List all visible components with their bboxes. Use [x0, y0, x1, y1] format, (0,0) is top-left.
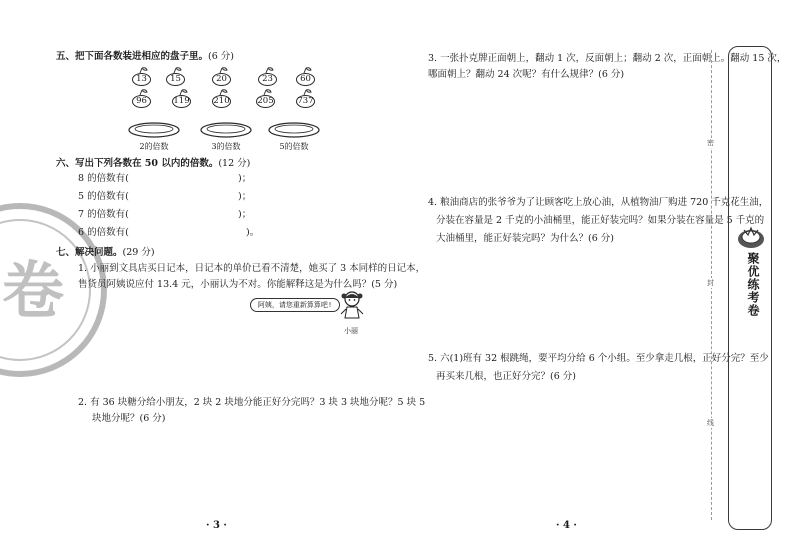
problem-3-line-2: 哪面朝上？翻动 24 次呢？有什么规律？(6 分): [428, 69, 625, 80]
problem-2-line-2: 块地分呢？(6 分): [92, 413, 166, 424]
apple-737: 737: [296, 92, 316, 108]
apple-60: 60: [296, 70, 316, 86]
plate-label-5: 5的倍数: [279, 142, 309, 151]
problem-3-line-1: 3. 一张扑克牌正面朝上，翻动 1 次，反面朝上；翻动 2 次，正面朝上。翻动 15 次，: [428, 53, 787, 64]
plate-label-3: 3的倍数: [211, 142, 241, 151]
apple-96: 96: [132, 92, 152, 108]
section-6-title: 六、写出下列各数在 50 以内的倍数。(12 分): [56, 158, 251, 169]
multiples-line-7: 7 的倍数有(: [78, 209, 129, 220]
problem-1-line-1: 1. 小丽到文具店买日记本，日记本的单价已看不清楚，她买了 3 本同样的日记本，: [78, 263, 426, 274]
multiples-close-7: )；: [238, 209, 252, 220]
multiples-line-6: 6 的倍数有(: [78, 227, 129, 238]
apple-15: 15: [166, 70, 186, 86]
multiples-line-8: 8 的倍数有(: [78, 173, 129, 184]
seal-tick-xian: 线: [707, 419, 714, 427]
seal-tick-mi: 密: [707, 139, 714, 147]
plate-5: [268, 122, 320, 138]
section-7-title: 七、解决问题。(29 分): [56, 247, 155, 258]
girl-name-label: 小丽: [344, 327, 358, 335]
girl-illustration: [340, 290, 364, 326]
multiples-close-5: )；: [238, 191, 252, 202]
multiples-line-5: 5 的倍数有(: [78, 191, 129, 202]
svg-text:卷: 卷: [2, 254, 65, 327]
problem-1-line-2: 售货员阿姨说应付 13.4 元，小丽认为不对。你能解释这是为什么吗？(5 分): [78, 279, 398, 290]
brand-title: 聚优练考卷: [746, 252, 760, 317]
problem-5-line-1: 5. 六(1)班有 32 根跳绳，要平均分给 6 个小组。至少拿走几根，正好分完？至少: [428, 353, 769, 364]
apple-205: 205: [256, 92, 276, 108]
apple-20: 20: [212, 70, 232, 86]
plate-label-2: 2的倍数: [139, 142, 169, 151]
page-number-4: · 4 ·: [556, 520, 577, 531]
speech-bubble: 阿姨，请您重新算算吧!: [250, 298, 340, 312]
section-5-title: 五、把下面各数装进相应的盘子里。(6 分): [56, 51, 234, 62]
problem-5-line-2: 再买来几根，也正好分完？(6 分): [436, 371, 576, 382]
apple-13: 13: [132, 70, 152, 86]
problem-2-line-1: 2. 有 36 块糖分给小朋友，2 块 2 块地分能正好分完吗？3 块 3 块地分呢？5 块 5: [78, 397, 426, 408]
problem-4-line-1: 4. 粮油商店的张爷爷为了让顾客吃上放心油，从植物油厂购进 720 千克花生油，: [428, 197, 769, 208]
brand-badge-icon: [736, 226, 766, 250]
problem-4-line-3: 大油桶里，能正好装完吗？为什么？(6 分): [436, 233, 614, 244]
apple-119: 119: [172, 92, 192, 108]
plate-2: [128, 122, 180, 138]
problem-4-line-2: 分装在容量是 2 千克的小油桶里，能正好装完吗？如果分装在容量是 5 千克的: [436, 215, 765, 226]
seal-tick-feng: 封: [707, 279, 714, 287]
plate-3: [200, 122, 252, 138]
multiples-close-6: )。: [246, 227, 260, 238]
page-number-3: · 3 ·: [206, 520, 227, 531]
apple-23: 23: [258, 70, 278, 86]
multiples-close-8: )；: [238, 173, 252, 184]
apple-210: 210: [212, 92, 232, 108]
